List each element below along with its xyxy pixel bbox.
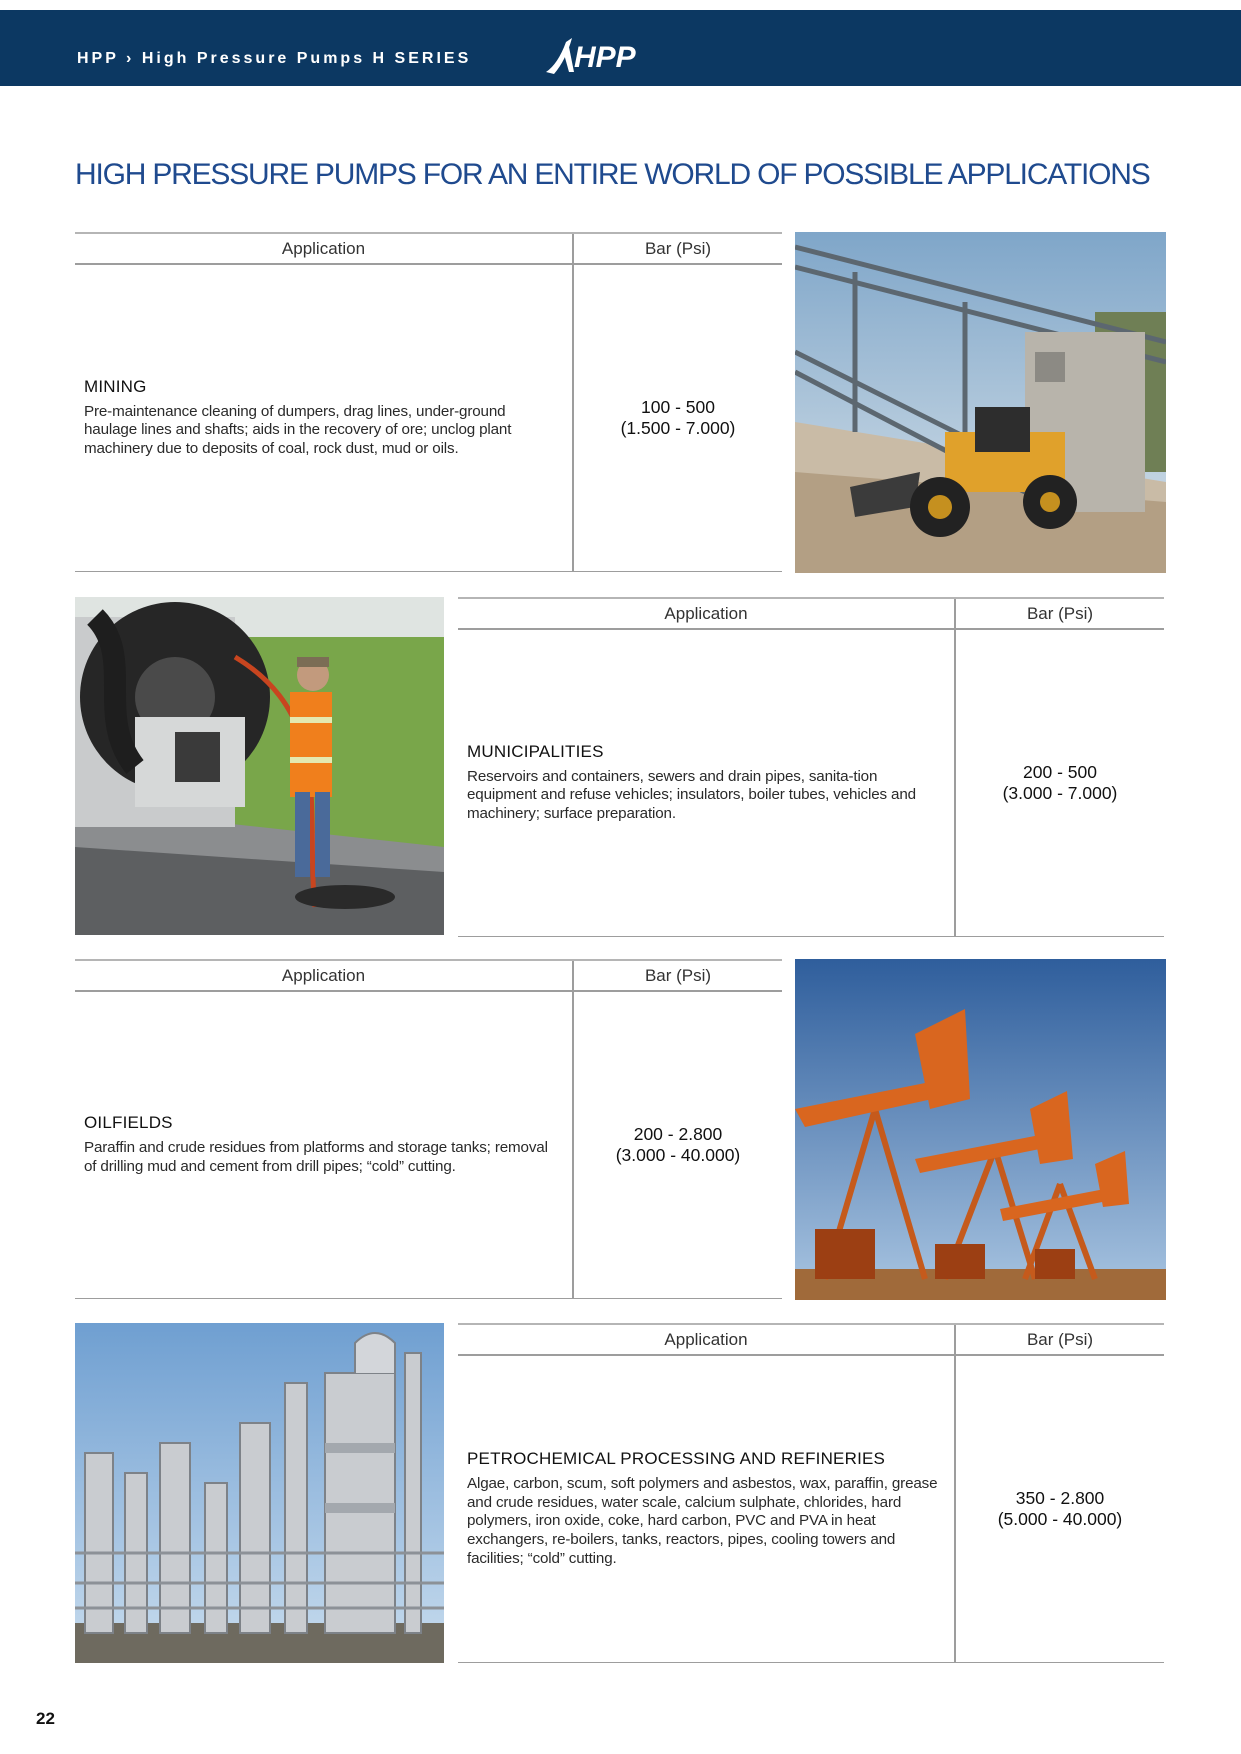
page-number: 22 [36, 1709, 55, 1728]
bar-psi-cell [955, 629, 1164, 936]
psi-value: (3.000 - 40.000) [615, 1144, 741, 1165]
application-name: MUNICIPALITIES [467, 741, 604, 761]
bar-value: 200 - 500 [1023, 761, 1097, 782]
oilfields-photo [795, 959, 1166, 1300]
psi-value: (1.500 - 7.000) [620, 417, 736, 438]
header-bar [0, 10, 1241, 86]
application-header: Application [458, 598, 955, 629]
hpp-logo-text: HPP [574, 41, 636, 74]
refineries-photo [75, 1323, 444, 1663]
bar-value: 100 - 500 [641, 396, 715, 417]
municipalities-photo [75, 597, 444, 935]
breadcrumb: HPP › High Pressure Pumps H SERIES [77, 50, 472, 67]
application-description: Paraffin and crude residues from platforms and storage tanks; removal of drilling mud and cement from drill pipes; “cold” cutting. [84, 1139, 548, 1175]
bar-value: 350 - 2.800 [1015, 1487, 1105, 1508]
bar-psi-header: Bar (Psi) [573, 233, 782, 264]
application-description: Reservoirs and containers, sewers and drain pipes, sanita-tion equipment and refuse vehicles; insulators, boiler tubes, vehicles and machinery; surface preparation. [467, 767, 916, 823]
application-header: Application [75, 233, 573, 264]
application-name: OILFIELDS [84, 1113, 173, 1133]
application-header: Application [458, 1324, 955, 1355]
application-cell [75, 264, 573, 571]
application-cell [75, 991, 573, 1298]
application-cell [458, 1355, 955, 1662]
application-description: Pre-maintenance cleaning of dumpers, drag lines, under-ground haulage lines and shafts; aids in the recovery of ore; unclog plant machinery due to deposits of coal, rock dust, mud or oils. [84, 402, 512, 458]
psi-value: (3.000 - 7.000) [1002, 782, 1118, 803]
oilfields-table [75, 959, 782, 1299]
hpp-logo [544, 32, 664, 82]
mining-photo [795, 232, 1166, 573]
application-name: MINING [84, 376, 147, 396]
application-name: PETROCHEMICAL PROCESSING AND REFINERIES [467, 1449, 886, 1469]
bar-psi-header: Bar (Psi) [955, 1324, 1164, 1355]
refineries-table [458, 1323, 1164, 1663]
bar-value: 200 - 2.800 [633, 1123, 723, 1144]
bar-psi-header: Bar (Psi) [955, 598, 1164, 629]
application-cell [458, 629, 955, 936]
municipalities-table [458, 597, 1164, 937]
bar-psi-cell [573, 264, 782, 571]
application-description: Algae, carbon, scum, soft polymers and asbestos, wax, paraffin, grease and crude residues, water scale, calcium sulphate, chlorides, hard polymers, iron oxide, coke, hard carbon, PVC and PVA in heat exchangers, re-boilers, tanks, reactors, pipes, cooling towers and facilities; “cold” cutting. [467, 1475, 938, 1567]
mining-table [75, 232, 782, 572]
psi-value: (5.000 - 40.000) [997, 1508, 1123, 1529]
application-header: Application [75, 960, 573, 991]
page-title: HIGH PRESSURE PUMPS FOR AN ENTIRE WORLD OF POSSIBLE APPLICATIONS [75, 158, 1150, 191]
bar-psi-header: Bar (Psi) [573, 960, 782, 991]
bar-psi-cell [955, 1355, 1164, 1662]
bar-psi-cell [573, 991, 782, 1298]
